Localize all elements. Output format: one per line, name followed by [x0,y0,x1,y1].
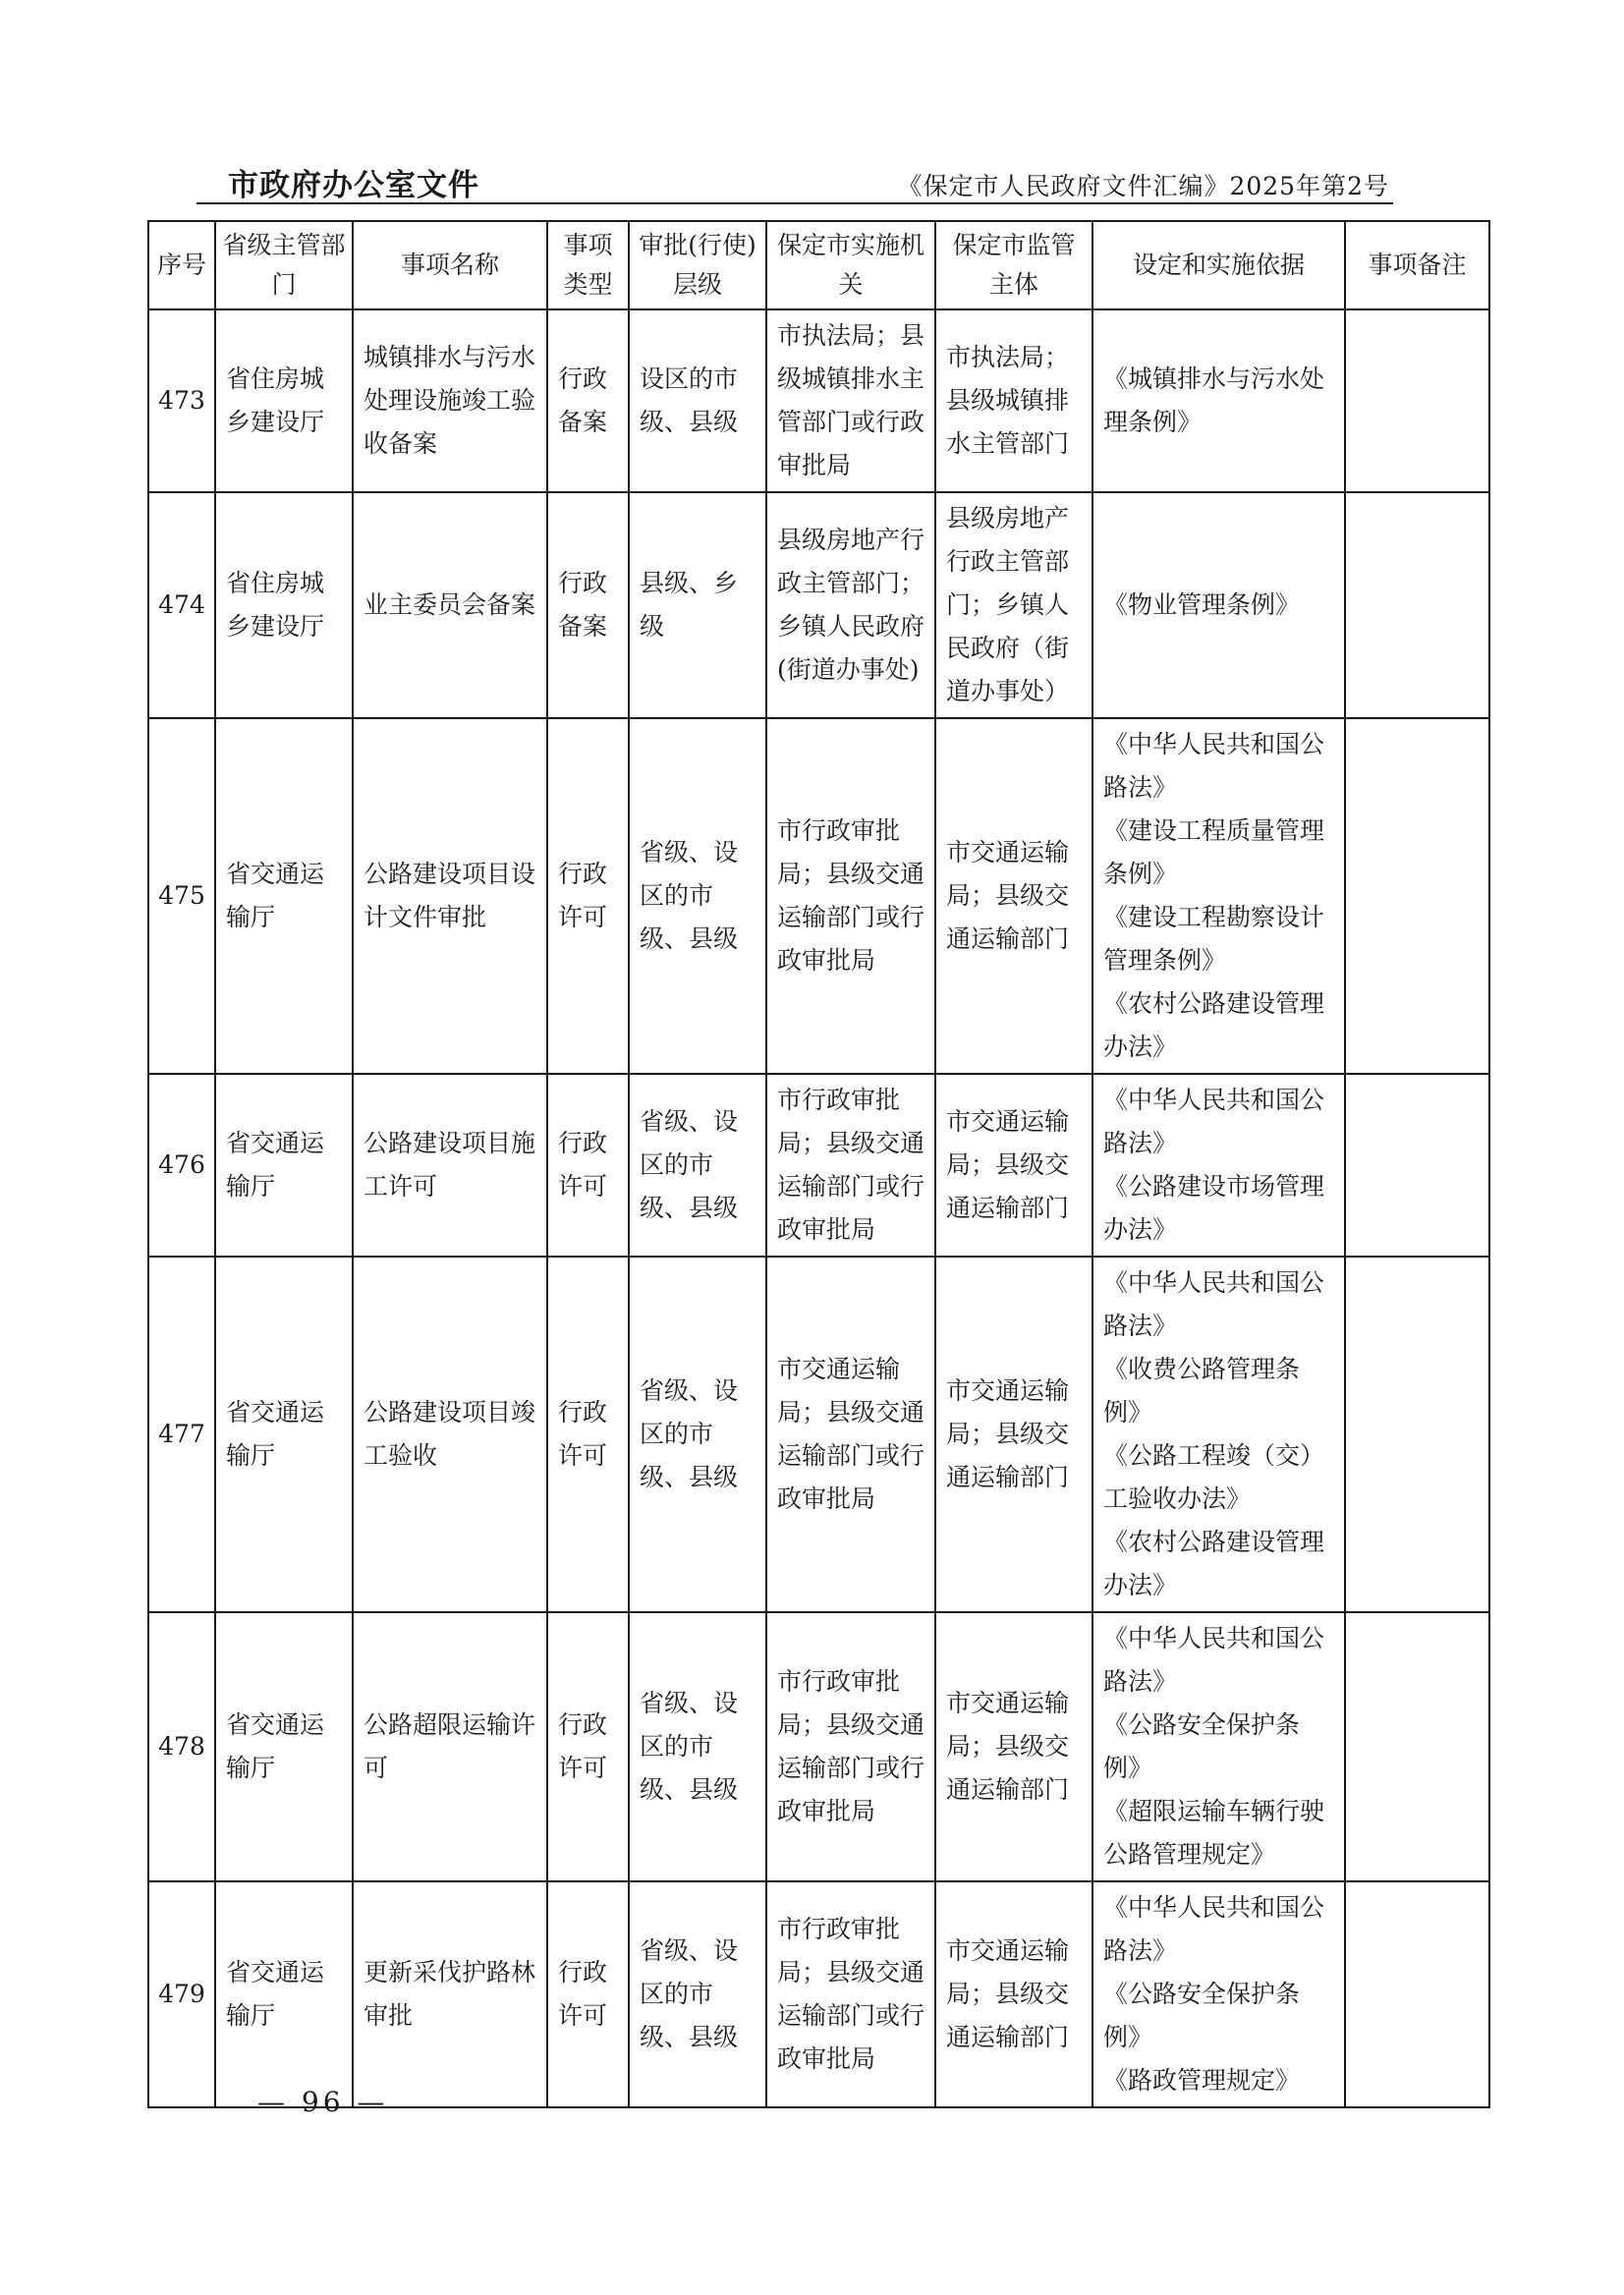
basis-item: 《超限运输车辆行驶公路管理规定》 [1103,1797,1325,1869]
cell-supervisor: 县级房地产行政主管部门；乡镇人民政府（街道办事处） [935,492,1092,718]
col-header-dept: 省级主管部门 [215,221,353,309]
items-table [147,220,1490,2108]
cell-type: 行政许可 [547,1074,629,1257]
basis-item: 《公路安全保护条例》 [1103,1980,1301,2051]
cell-basis [1092,1881,1345,2107]
header-divider [196,202,1393,204]
cell-note [1345,492,1489,718]
col-header-agency: 保定市实施机关 [766,221,935,309]
table-body [148,309,1489,2107]
cell-agency: 市执法局；县级城镇排水主管部门或行政审批局 [766,309,935,492]
cell-name: 公路建设项目竣工验收 [353,1257,547,1612]
cell-supervisor: 市交通运输局；县级交通运输部门 [935,1074,1092,1257]
header-publication: 《保定市人民政府文件汇编》2025年第2号 [897,172,1389,200]
table-row [148,718,1489,1074]
cell-type: 行政许可 [547,1881,629,2107]
cell-type: 行政许可 [547,1612,629,1881]
basis-item: 《公路安全保护条例》 [1103,1710,1301,1782]
basis-item: 《中华人民共和国公路法》 [1103,1893,1325,1965]
cell-note [1345,718,1489,1074]
cell-name: 城镇排水与污水处理设施竣工验收备案 [353,309,547,492]
cell-dept: 省交通运输厅 [215,1881,353,2107]
cell-agency: 市行政审批局；县级交通运输部门或行政审批局 [766,718,935,1074]
col-header-note: 事项备注 [1345,221,1489,309]
basis-item: 《建设工程勘察设计管理条例》 [1103,903,1325,975]
cell-basis [1092,718,1345,1074]
cell-note [1345,309,1489,492]
cell-level: 省级、设区的市级、县级 [629,1612,766,1881]
cell-seq: 475 [148,718,215,1074]
cell-seq: 474 [148,492,215,718]
col-header-type: 事项类型 [547,221,629,309]
col-header-name: 事项名称 [353,221,547,309]
cell-note [1345,1612,1489,1881]
col-header-basis: 设定和实施依据 [1092,221,1345,309]
basis-item: 《中华人民共和国公路法》 [1103,1268,1325,1340]
basis-item: 《收费公路管理条例》 [1103,1355,1301,1427]
cell-basis [1092,1257,1345,1612]
cell-level: 设区的市级、县级 [629,309,766,492]
cell-type: 行政备案 [547,492,629,718]
col-header-level: 审批(行使)层级 [629,221,766,309]
cell-dept: 省交通运输厅 [215,718,353,1074]
cell-level: 县级、乡级 [629,492,766,718]
table-header-row [148,221,1489,309]
cell-supervisor: 市交通运输局；县级交通运输部门 [935,1881,1092,2107]
table-row [148,1074,1489,1257]
cell-name: 业主委员会备案 [353,492,547,718]
cell-seq: 477 [148,1257,215,1612]
cell-level: 省级、设区的市级、县级 [629,1881,766,2107]
cell-dept: 省交通运输厅 [215,1612,353,1881]
cell-seq: 476 [148,1074,215,1257]
basis-item: 《物业管理条例》 [1103,590,1301,619]
cell-dept: 省交通运输厅 [215,1257,353,1612]
table-row [148,492,1489,718]
basis-item: 《中华人民共和国公路法》 [1103,1086,1325,1157]
basis-item: 《中华人民共和国公路法》 [1103,1624,1325,1696]
cell-name: 更新采伐护路林审批 [353,1881,547,2107]
cell-seq: 473 [148,309,215,492]
basis-item: 《公路建设市场管理办法》 [1103,1172,1325,1244]
cell-level: 省级、设区的市级、县级 [629,718,766,1074]
basis-item: 《建设工程质量管理条例》 [1103,816,1325,888]
cell-dept: 省住房城乡建设厅 [215,492,353,718]
cell-level: 省级、设区的市级、县级 [629,1074,766,1257]
basis-item: 《城镇排水与污水处理条例》 [1103,364,1325,436]
cell-agency: 市行政审批局；县级交通运输部门或行政审批局 [766,1881,935,2107]
page-number: — 96 — [257,2086,389,2118]
cell-supervisor: 市交通运输局；县级交通运输部门 [935,718,1092,1074]
cell-seq: 478 [148,1612,215,1881]
table-row [148,1612,1489,1881]
basis-item: 《路政管理规定》 [1103,2066,1301,2095]
basis-item: 《公路工程竣（交）工验收办法》 [1103,1441,1325,1513]
basis-item: 《农村公路建设管理办法》 [1103,989,1325,1061]
cell-agency: 市行政审批局；县级交通运输部门或行政审批局 [766,1612,935,1881]
cell-basis [1092,1074,1345,1257]
basis-item: 《农村公路建设管理办法》 [1103,1528,1325,1599]
cell-supervisor: 市执法局；县级城镇排水主管部门 [935,309,1092,492]
col-header-supervisor: 保定市监管主体 [935,221,1092,309]
cell-note [1345,1074,1489,1257]
cell-dept: 省交通运输厅 [215,1074,353,1257]
header-issuer: 市政府办公室文件 [228,168,479,203]
cell-basis [1092,1612,1345,1881]
cell-agency: 市行政审批局；县级交通运输部门或行政审批局 [766,1074,935,1257]
cell-note [1345,1881,1489,2107]
cell-name: 公路超限运输许可 [353,1612,547,1881]
cell-name: 公路建设项目设计文件审批 [353,718,547,1074]
cell-name: 公路建设项目施工许可 [353,1074,547,1257]
basis-item: 《中华人民共和国公路法》 [1103,730,1325,802]
table-row [148,309,1489,492]
cell-dept: 省住房城乡建设厅 [215,309,353,492]
col-header-seq: 序号 [148,221,215,309]
cell-supervisor: 市交通运输局；县级交通运输部门 [935,1612,1092,1881]
cell-type: 行政许可 [547,718,629,1074]
cell-agency: 市交通运输局；县级交通运输部门或行政审批局 [766,1257,935,1612]
cell-type: 行政备案 [547,309,629,492]
cell-basis [1092,492,1345,718]
cell-basis [1092,309,1345,492]
cell-note [1345,1257,1489,1612]
cell-seq: 479 [148,1881,215,2107]
cell-type: 行政许可 [547,1257,629,1612]
cell-supervisor: 市交通运输局；县级交通运输部门 [935,1257,1092,1612]
table-row [148,1881,1489,2107]
cell-agency: 县级房地产行政主管部门；乡镇人民政府(街道办事处) [766,492,935,718]
cell-level: 省级、设区的市级、县级 [629,1257,766,1612]
table-row [148,1257,1489,1612]
